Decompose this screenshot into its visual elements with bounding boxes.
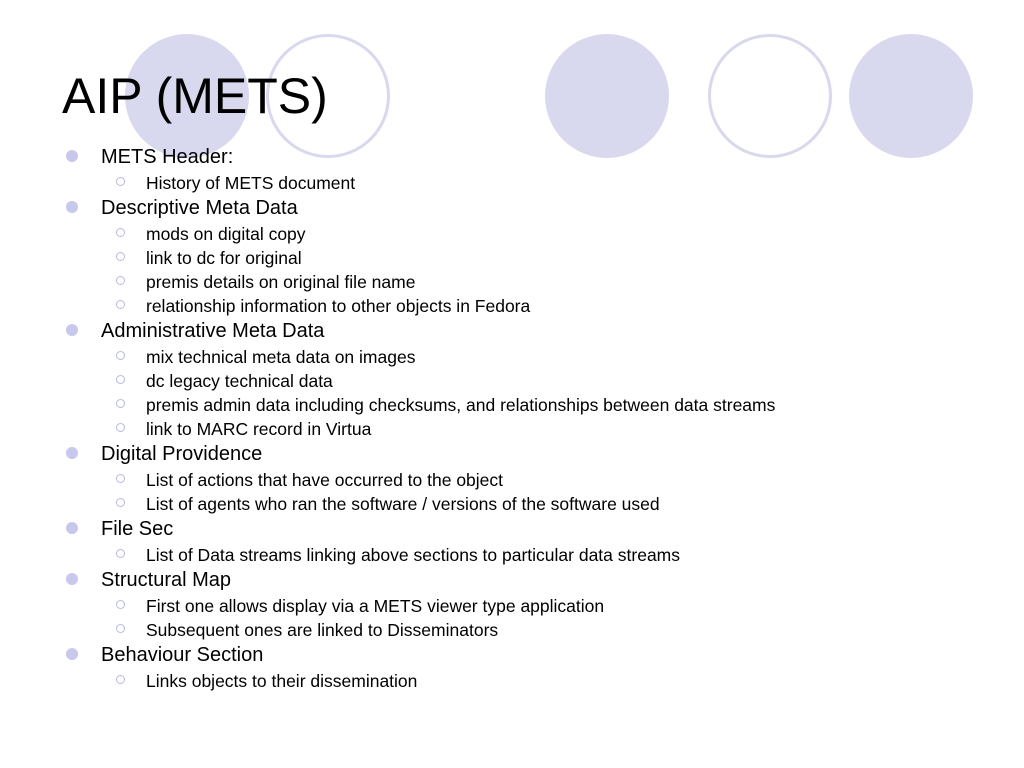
section-label: Digital Providence xyxy=(101,443,263,465)
filled-bullet-icon xyxy=(66,447,78,459)
section-item xyxy=(64,441,1004,516)
hollow-bullet-icon xyxy=(116,675,125,684)
sub-item: List of Data streams linking above sections to particular data streams xyxy=(64,543,1004,567)
sub-list xyxy=(64,345,1004,441)
hollow-bullet-icon xyxy=(116,228,125,237)
filled-bullet-icon xyxy=(66,648,78,660)
hollow-bullet-icon xyxy=(116,624,125,633)
slide-title: AIP (METS) xyxy=(62,68,328,124)
section-label: Descriptive Meta Data xyxy=(101,197,298,219)
sub-item: Subsequent ones are linked to Disseminators xyxy=(64,618,1004,642)
filled-bullet-icon xyxy=(66,201,78,213)
section-item xyxy=(64,318,1004,441)
sub-item: mix technical meta data on images xyxy=(64,345,1004,369)
sub-item: Links objects to their dissemination xyxy=(64,669,1004,693)
bullet-list xyxy=(64,144,1004,693)
sub-item: dc legacy technical data xyxy=(64,369,1004,393)
hollow-bullet-icon xyxy=(116,177,125,186)
hollow-bullet-icon xyxy=(116,252,125,261)
hollow-bullet-icon xyxy=(116,300,125,309)
decorative-circle-filled xyxy=(849,34,973,158)
filled-bullet-icon xyxy=(66,573,78,585)
hollow-bullet-icon xyxy=(116,498,125,507)
hollow-bullet-icon xyxy=(116,423,125,432)
sub-item: premis admin data including checksums, and relationships between data streams xyxy=(64,393,1004,417)
sub-list xyxy=(64,171,1004,195)
hollow-bullet-icon xyxy=(116,375,125,384)
sub-list xyxy=(64,669,1004,693)
sub-list xyxy=(64,594,1004,642)
filled-bullet-icon xyxy=(66,150,78,162)
sub-item: List of actions that have occurred to the object xyxy=(64,468,1004,492)
hollow-bullet-icon xyxy=(116,351,125,360)
section-label: Administrative Meta Data xyxy=(101,320,325,342)
section-item xyxy=(64,195,1004,318)
sub-item: History of METS document xyxy=(64,171,1004,195)
sub-list xyxy=(64,468,1004,516)
section-label: Structural Map xyxy=(101,569,232,591)
section-item xyxy=(64,144,1004,195)
section-item xyxy=(64,516,1004,567)
hollow-bullet-icon xyxy=(116,474,125,483)
hollow-bullet-icon xyxy=(116,276,125,285)
section-label: File Sec xyxy=(101,518,174,540)
filled-bullet-icon xyxy=(66,522,78,534)
sub-item: relationship information to other objects in Fedora xyxy=(64,294,1004,318)
sub-list xyxy=(64,222,1004,318)
sub-item: mods on digital copy xyxy=(64,222,1004,246)
hollow-bullet-icon xyxy=(116,600,125,609)
section-item xyxy=(64,567,1004,642)
filled-bullet-icon xyxy=(66,324,78,336)
section-label: METS Header: xyxy=(101,146,234,168)
sub-list xyxy=(64,543,1004,567)
hollow-bullet-icon xyxy=(116,399,125,408)
decorative-circle-filled xyxy=(545,34,669,158)
sub-item: link to dc for original xyxy=(64,246,1004,270)
section-label: Behaviour Section xyxy=(101,644,264,666)
section-item xyxy=(64,642,1004,693)
sub-item: First one allows display via a METS viewer type application xyxy=(64,594,1004,618)
decorative-circle-outline xyxy=(708,34,832,158)
sub-item: List of agents who ran the software / versions of the software used xyxy=(64,492,1004,516)
hollow-bullet-icon xyxy=(116,549,125,558)
sub-item: link to MARC record in Virtua xyxy=(64,417,1004,441)
sub-item: premis details on original file name xyxy=(64,270,1004,294)
